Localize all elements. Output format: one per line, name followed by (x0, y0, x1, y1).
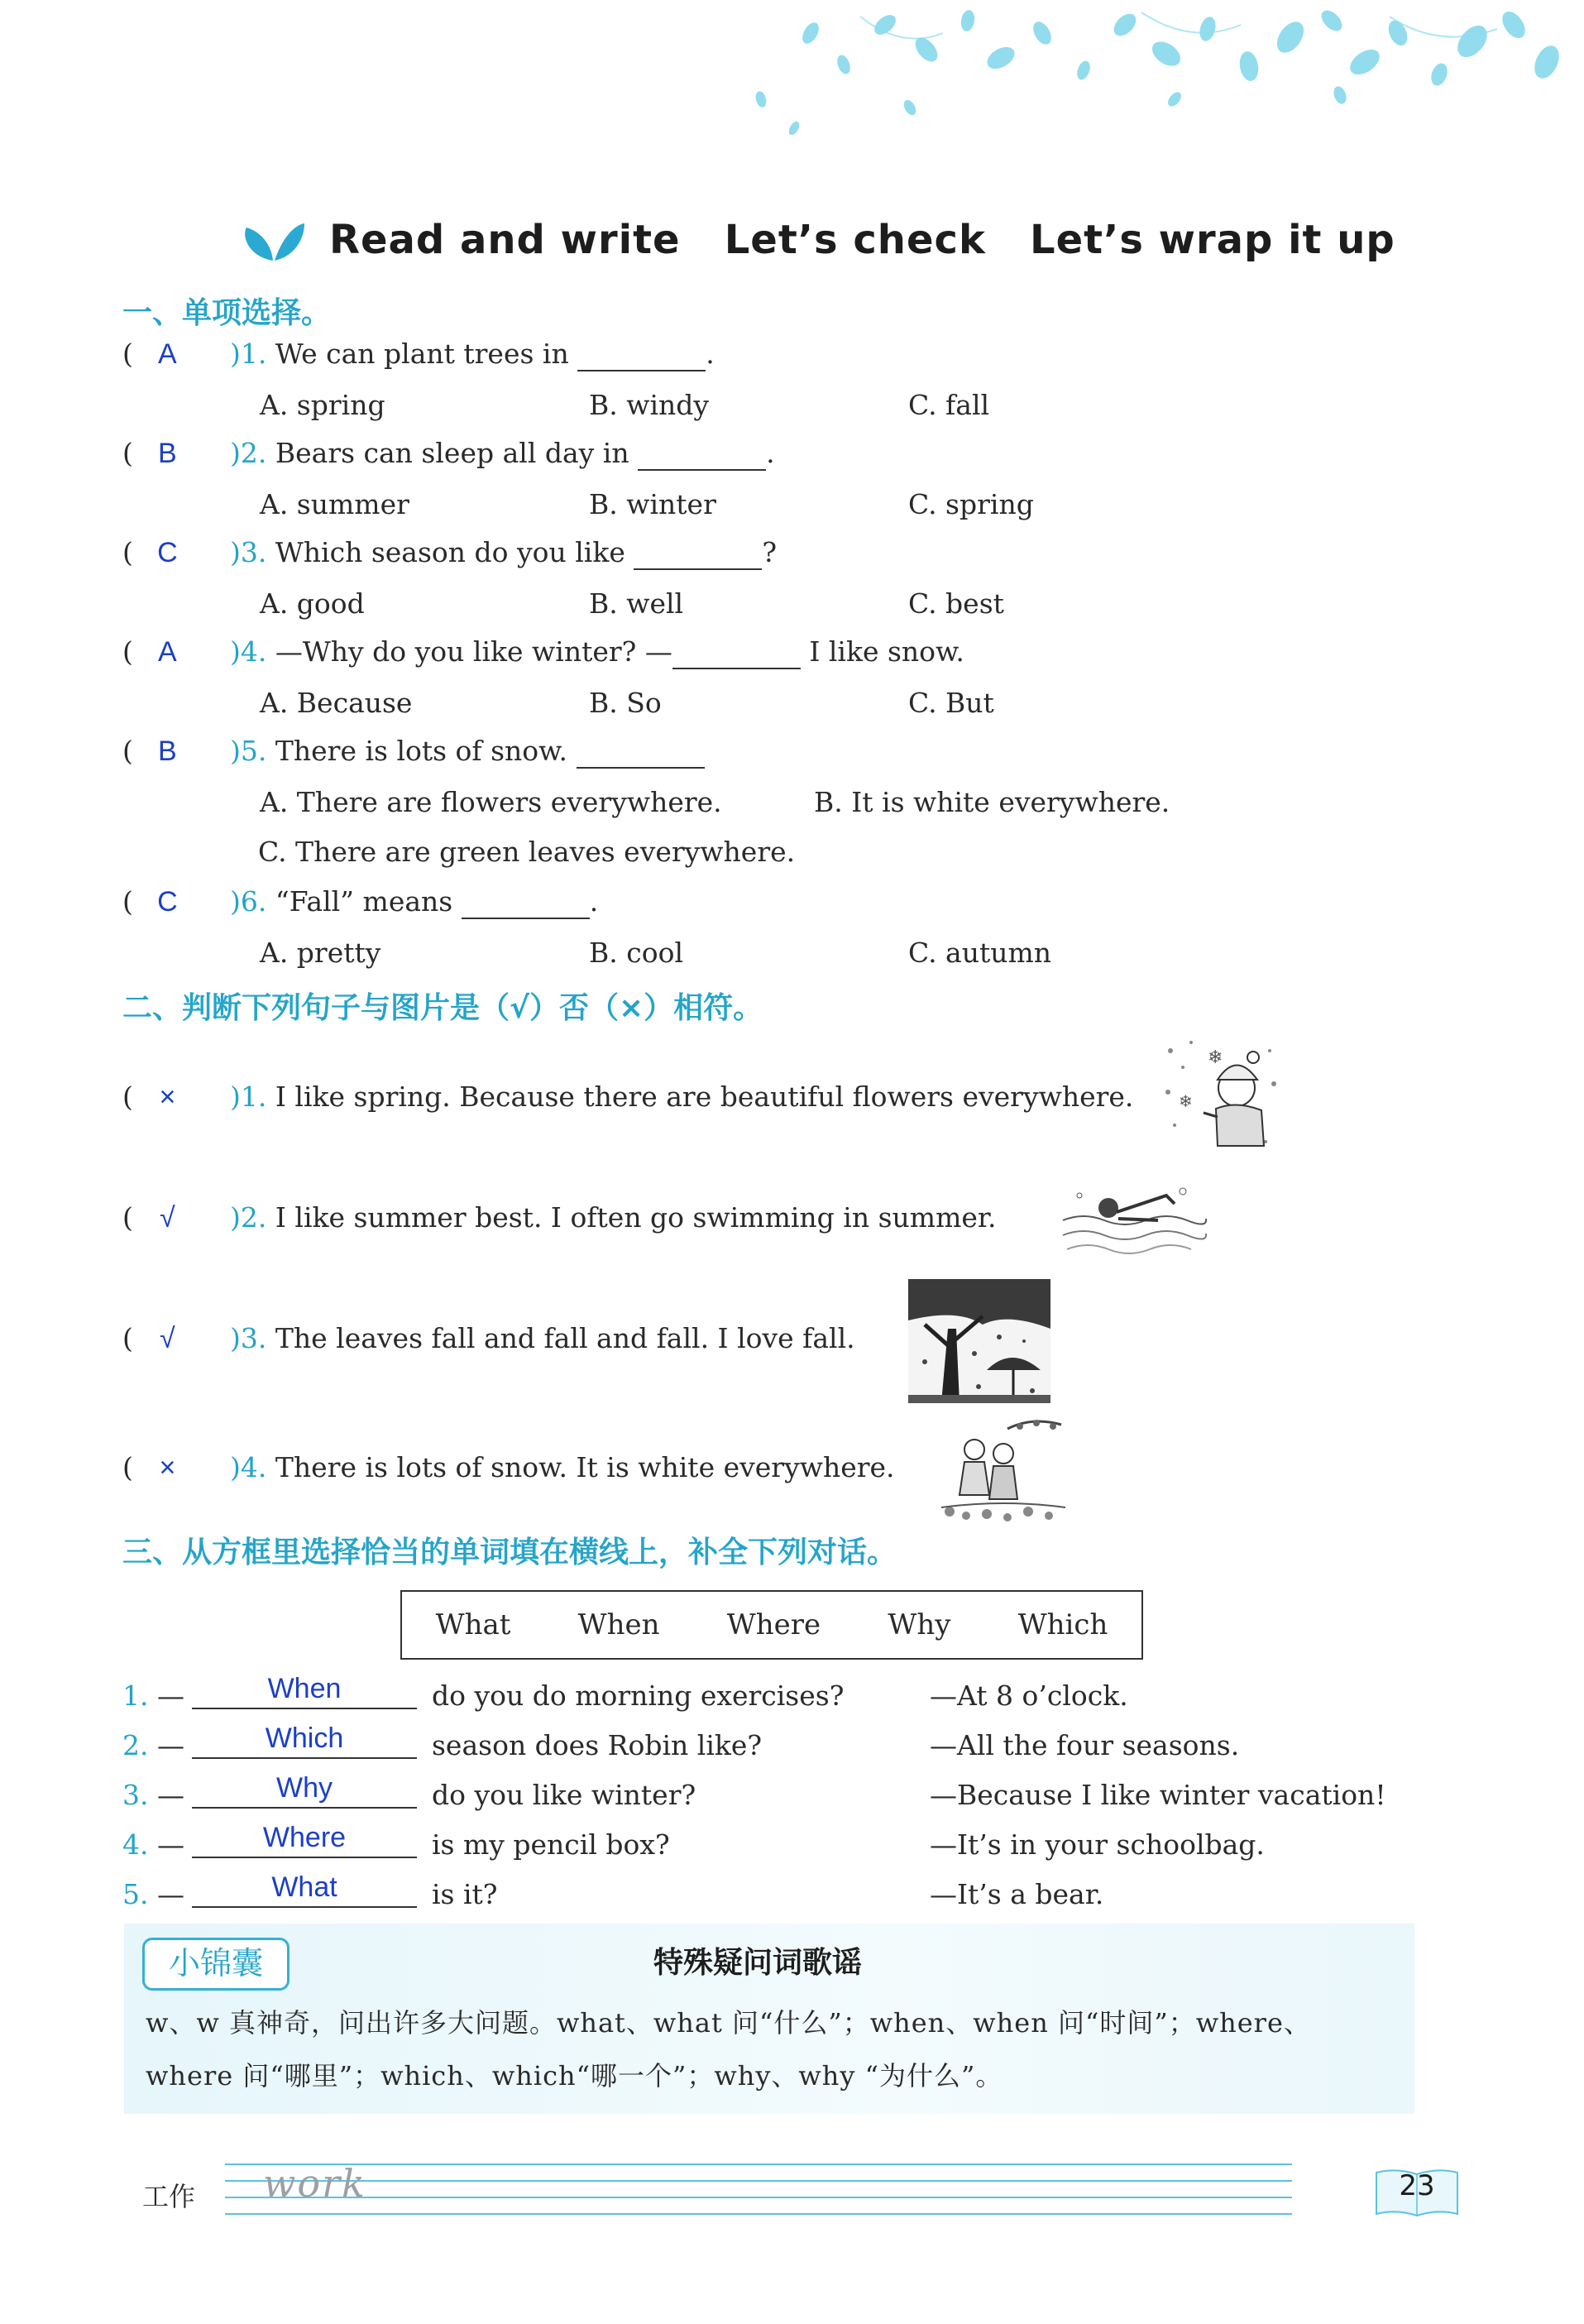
fill-question: is it? (432, 1878, 498, 1910)
question-2: ( B )2. Bears can sleep all day in . (122, 437, 775, 469)
fill-answer: Why (192, 1774, 417, 1809)
spring-kids-image (941, 1416, 1065, 1526)
judge-answer-4: × (159, 1452, 176, 1483)
answer-blank (577, 735, 705, 769)
word-option: What (435, 1608, 511, 1641)
fill-answer: Where (192, 1823, 417, 1858)
fill-question: season does Robin like? (432, 1729, 763, 1761)
answer-1: A (158, 338, 177, 370)
answer-5: B (158, 736, 177, 767)
judge-item-3: ( √ )3. The leaves fall and fall and fall. I love fall. (122, 1322, 855, 1354)
fill-reply: —All the four seasons. (930, 1729, 1240, 1761)
option: C. autumn (908, 937, 1052, 969)
option: B. windy (589, 389, 710, 421)
word-option: Where (726, 1608, 821, 1641)
leaf-icon (240, 215, 306, 265)
fill-question: is my pencil box? (432, 1828, 670, 1861)
fill-number: 3. — (122, 1779, 184, 1811)
word-option: Why (888, 1608, 951, 1641)
fill-answer: Which (192, 1724, 417, 1759)
fill-number: 4. — (122, 1828, 184, 1861)
question-1: ( A )1. We can plant trees in . (122, 338, 715, 370)
question-6: ( C )6. “Fall” means . (122, 885, 599, 918)
tip-title: 特殊疑问词歌谣 (653, 1946, 863, 1980)
fill-reply: —It’s a bear. (930, 1878, 1104, 1910)
fill-answer: When (192, 1675, 417, 1709)
judge-item-4: ( × )4. There is lots of snow. It is white everywhere. (122, 1451, 895, 1483)
option: C. best (908, 587, 1004, 620)
answer-4: A (158, 636, 177, 668)
fill-reply: —At 8 o’clock. (930, 1680, 1128, 1712)
option: C. But (908, 687, 994, 719)
word-box (400, 1590, 1143, 1660)
fill-question: do you like winter? (432, 1779, 696, 1811)
answer-6: C (157, 886, 178, 918)
option: A. good (260, 587, 365, 620)
option: B. So (589, 687, 662, 719)
fill-question: do you do morning exercises? (432, 1680, 845, 1712)
judge-answer-2: √ (160, 1202, 175, 1234)
judge-item-1: ( × )1. I like spring. Because there are beautiful flowers everywhere. (122, 1081, 1134, 1113)
svg-text:❄: ❄ (1208, 1047, 1223, 1068)
work-label: 工作 (142, 2181, 196, 2212)
swimming-image (1059, 1171, 1208, 1262)
writing-lines (225, 2161, 1292, 2227)
leaf-decoration (711, 0, 1572, 157)
judge-answer-1: × (159, 1081, 176, 1113)
fill-number: 1. — (122, 1680, 184, 1712)
page-number: 23 (1373, 2166, 1461, 2219)
tip-badge: 小锦囊 (142, 1938, 290, 1991)
fill-answer: What (192, 1873, 417, 1908)
page-title (240, 207, 1395, 273)
answer-blank (634, 536, 762, 570)
option: A. spring (260, 389, 385, 421)
option: B. It is white everywhere. (814, 786, 1170, 818)
answer-blank (638, 437, 766, 471)
word-option: When (577, 1608, 660, 1641)
judge-answer-3: √ (160, 1323, 175, 1354)
answer-blank (462, 885, 590, 919)
option: A. summer (260, 488, 409, 520)
section-2-heading: 二、判断下列句子与图片是（√）否（×）相符。 (122, 991, 763, 1025)
fill-number: 2. — (122, 1729, 184, 1761)
snow-child-image (1158, 1034, 1282, 1154)
question-4: ( A )4. —Why do you like winter? — I like snow. (122, 635, 964, 668)
option: C. spring (908, 488, 1034, 520)
fill-number: 5. — (122, 1878, 184, 1910)
option: A. Because (260, 687, 413, 719)
tip-line-1: w、w 真神奇，问出许多大问题。what、what 问“什么”；when、when 问“时间”；where、 (146, 2007, 1311, 2039)
answer-3: C (157, 537, 178, 568)
word-option: Which (1017, 1608, 1108, 1641)
fill-reply: —Because I like winter vacation! (930, 1779, 1386, 1811)
option: A. There are flowers everywhere. (260, 786, 722, 818)
answer-2: B (158, 438, 177, 469)
work-word: work (263, 2161, 366, 2206)
autumn-tree-image (908, 1279, 1050, 1403)
option: C. There are green leaves everywhere. (258, 836, 796, 868)
option: A. pretty (260, 937, 381, 969)
question-5: ( B )5. There is lots of snow. (122, 735, 705, 769)
question-3: ( C )3. Which season do you like ? (122, 536, 778, 568)
answer-blank (577, 338, 706, 371)
svg-text:❄: ❄ (1179, 1091, 1193, 1111)
section-1-heading: 一、单项选择。 (122, 296, 332, 330)
option: B. cool (589, 937, 684, 969)
option: B. winter (589, 488, 716, 520)
fill-reply: —It’s in your schoolbag. (930, 1828, 1265, 1861)
section-3-heading: 三、从方框里选择恰当的单词填在横线上，补全下列对话。 (122, 1536, 897, 1569)
tip-line-2: where 问“哪里”；which、which“哪一个”；why、why “为什么”。 (146, 2060, 1003, 2092)
answer-blank (672, 635, 801, 669)
option: B. well (589, 587, 684, 620)
judge-item-2: ( √ )2. I like summer best. I often go swimming in summer. (122, 1201, 997, 1234)
option: C. fall (908, 389, 990, 421)
title-text: Read and write Let’s check Let’s wrap it up (329, 217, 1395, 263)
